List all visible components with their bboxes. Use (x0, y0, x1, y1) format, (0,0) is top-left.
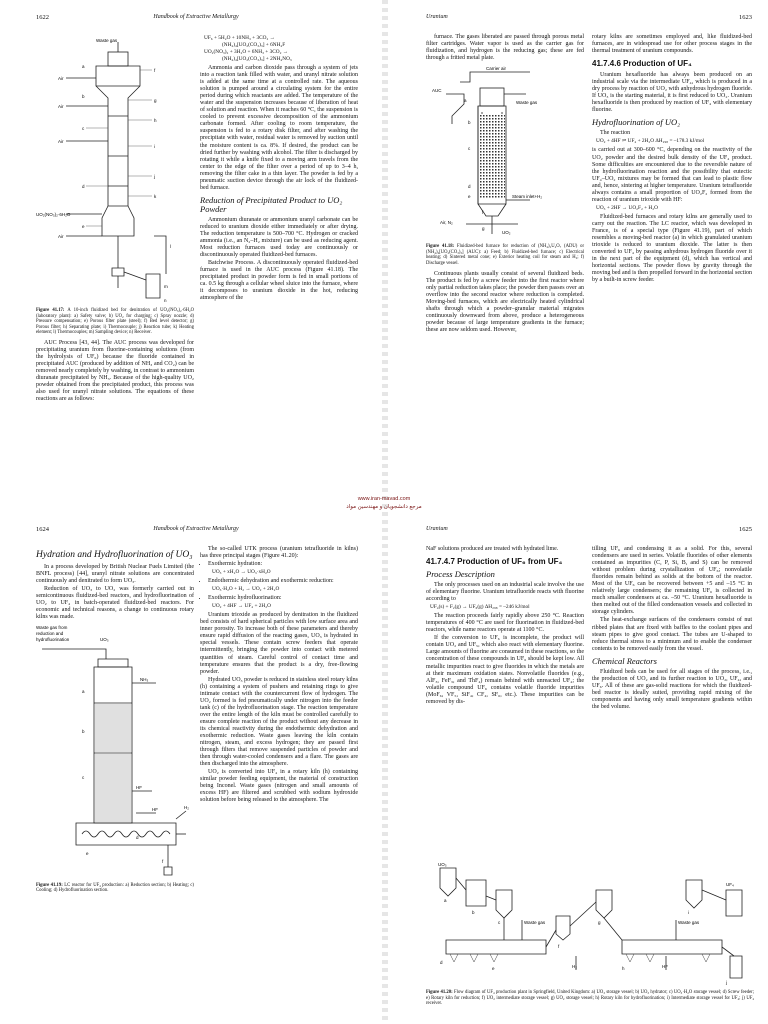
label-air: Air (58, 139, 64, 144)
equation: UO₂ + 4HF → UF₄ + 2H₂O (212, 603, 271, 610)
column-left (36, 546, 194, 898)
equation-line: UF₆ + 5H₂O + 10NH₃ + 3CO₂ → (204, 35, 275, 41)
column-right (200, 34, 358, 303)
paragraph: UO₂ is converted into UF₄ in a rotary kiln (h) containing similar powder feeding equipment, the material of construction being Inconel. Waste gases (nitrogen and small amounts of excess HF) are filtered and scrubbed with sodium hydroxide solution before being released to the atmosphere. The (200, 769, 358, 804)
caption-label: Figure 41.19: (36, 882, 63, 888)
label-uo3: UO₃ (438, 862, 447, 867)
caption-text: Fluidized-bed furnace for reduction of (NH₄)₂U₂O₇ (ADU) or (NH₄)₄[UO₂(CO₃)₃] (AUC): a) Feed; b) Fluidized-bed furnace; c) Electrical heating; d) Sintered metal cone; e) Exterior heating coil for steam and H₂; f) Discharge vessel. (426, 244, 585, 266)
paragraph: Hydrated UO₃ powder is reduced in stainless steel rotary kilns (h) containing a system of pushers and retaining rings to give intimate contact with the countercurrent flow of hydrogen. The UO₂ formed is fed pneumatically under nitrogen into the feeder tank (c) of the hydrofluorination stage. The reaction temperature over the entire length of the kiln must be controlled carefully to ensure complete reaction of the product without any decrease in its chemical reactivity during the endothermic dehydration and exothermic reduction. Waste gases leaving the kiln contain nitrogen, steam, and excess hydrogen; they are passed first through filters that remove suspended particles of powder and then through water-cooled condensers and a flare. The gases are then discharged into the atmosphere. (200, 676, 358, 768)
uf4-plant-flow-diagram (426, 860, 754, 988)
paragraph: The reaction (600, 130, 631, 137)
equation: UO₃ + xH₂O → UO₃·xH₂O (212, 569, 271, 576)
subsection-heading: Hydrofluorination of UO₂ (592, 117, 681, 128)
paragraph: Uranium trioxide as produced by denitration in the fluidized bed consists of hard spherical particles with low surface area and inner porosity. To increase both of these parameters and thereby ensure rapid diffusion of the reacting gases, UO₃ is hydrated in special vessels. These contain screw feeders that operate intermittently, bringing the powder into contact with metered quantities of steam. Careful control of contact time and temperature ensures that the product is a dry, free-flowing powder. (200, 612, 358, 675)
caption-label: Figure 41.20: (426, 990, 453, 995)
label-e: e (82, 224, 85, 229)
section-heading: 41.7.4.7 Production of UF₆ from UF₄ (426, 557, 563, 567)
section-heading: Hydration and Hydrofluorination of UO₃ (36, 550, 193, 560)
label-uranyl-nitrate: UO₂(NO₃)₂·6H₂O (36, 212, 71, 217)
lc-reactor-diagram (36, 623, 194, 881)
equation: UO₃·H₂O + H₂ → UO₂ + 2H₂O (212, 586, 280, 593)
label-g: g (154, 98, 157, 103)
section-heading: 41.7.4.6 Production of UF₄ (592, 59, 692, 69)
label-i: i (688, 910, 689, 915)
caption-label: Figure 41.18: (426, 244, 455, 250)
paragraph: In a process developed by British Nuclear Fuels Limited (the BNFL process) [44], uranyl nitrate solutions are concentrated continuously and denitrated to form UO₃. (36, 563, 194, 584)
running-title: Handbook of Extractive Metallurgy (153, 14, 239, 20)
equation-line: (NH₄)₄[UO₂(CO₃)₃] + 6NH₄F (222, 42, 286, 48)
list-item (208, 595, 358, 610)
paragraph: is carried out at 300–600 °C, depending on the reactivity of the UO₂ powder and the desired bulk density of the UF₄ product. Some difficulties are encountered due to the reversible nature of the hydrofluorination reaction and the possibility that eutectic UF₄–UO₂ mixtures may be formed that can lead to plastic flow and, hence, sintering at higher temperature. Uranium tetrafluoride always contains a small proportion of UO₂F₂ formed from the reaction of uranium trioxide with HF: (592, 147, 752, 203)
label-air: Air (58, 234, 64, 239)
label-l: l (170, 244, 171, 249)
watermark (250, 495, 518, 511)
page-header (36, 14, 356, 24)
label-b: b (82, 94, 85, 99)
label-waste-gas: Waste gas (524, 920, 546, 925)
page-number: 1624 (36, 526, 49, 533)
equation: UF₄(s) + F₂(g) → UF₆(g) ΔH₂₉₈ = –246 kJ/mol (430, 604, 530, 611)
paragraph: NaF solutions produced are treated with hydrated lime. (426, 546, 559, 552)
label-waste-gas-line1: Waste gas from (36, 624, 68, 630)
column-left (426, 546, 584, 707)
label-c: c (82, 774, 85, 780)
paragraph: tilling UF₆ and condensing it as a solid. For this, several condensers are used in series. Volatile fluorides of other elements contained as impurities (C, P, Si, B, and S) can be removed without problem during crystallization of UF₆; nonvolatile fluorides remain behind as solids at the bottom of the reactor. Most of the UF₆ can be recovered between +5 and –15 °C in relatively large condensers; the remaining UF₆ is collected in much smaller condensers at ca. –50 °C. Uranium hexafluoride is then melted out of the filled condensation vessels and collected in storage cylinders. (592, 546, 752, 616)
label-hf: HF (662, 964, 668, 969)
label-d: d (136, 834, 139, 840)
equation: UO₃ + 2HF → UO₂F₂ + H₂O (596, 204, 658, 211)
paragraph: rotary kilns are sometimes employed and, like fluidized-bed furnaces, are in widespread use for other process stages in the thermal treatment of uranium compounds. (592, 34, 752, 55)
label-auc: AUC (432, 88, 442, 94)
label-f: f (482, 210, 484, 216)
figure-caption (36, 308, 194, 336)
figure-41-20-block (426, 858, 754, 1011)
equation (204, 35, 358, 63)
paragraph: Batchwise Process. A discontinuously operated fluidized-bed furnace is used in the AUC process (Figure 41.18). The precipitated product in powder form is fed in small portions of ca. 0.5 kg through a cellular wheel sluice into the furnace, where it decomposes to uranium dioxide in the hot, reducing atmosphere of the (200, 260, 358, 302)
label-h: h (154, 118, 157, 123)
label-j: j (154, 174, 155, 179)
label-d: d (468, 184, 471, 190)
list-item-text: Exothermic hydration: (208, 561, 263, 568)
list-item (208, 578, 358, 593)
paragraph: The reaction proceeds fairly rapidly above 250 °C. Reaction temperatures of 400 °C are used for fluorination in fluidized-bed reactors, while name reactors operate at 1100 °C. (426, 613, 584, 634)
label-m: m (164, 284, 168, 289)
running-title: Uranium (426, 14, 448, 20)
label-e: e (468, 194, 471, 200)
page-number: 1622 (36, 14, 49, 21)
label-b: b (82, 728, 85, 734)
page-1622 (0, 0, 370, 512)
label-h2: H₂ (184, 804, 189, 810)
label-waste-gas-line2: reduction and (36, 630, 64, 636)
label-e: e (86, 850, 89, 856)
paragraph: AUC Process [43, 44]. The AUC process was developed for precipitating uranium from fluorine-containing solutions (from the hydrolysis of UF₆) because the fluoride contained in precipitated AUC (produced by addition of NH₃ and CO₂) can be removed nearly completely by washing, in contrast to ammonium diuranate precipitated by NH₃. Because of the high-quality UO₂ powder obtained from the precipitated product, this process was also used for uranyl nitrate solutions. The equations of these reactions are as follows: (36, 339, 194, 403)
paragraph: Ammonium diuranate or ammonium uranyl carbonate can be reduced to uranium dioxide either immediately or after drying. The reduction temperature is 500–700 °C. Hydrogen or cracked ammonia (i.e., an N₂–H₂ mixture) can be used as reducing agent. Most reduction furnaces used today are continuously or discontinuously operated fluidized-bed furnaces. (200, 216, 358, 259)
label-a: a (82, 64, 85, 69)
paragraph: furnace. The gases liberated are passed through porous metal filter cartridges. Water vapor is used as the carrier gas for fluidization, and hydrogen is the reducing gas; these are fed through a fritted metal plate. (426, 34, 584, 62)
label-h2: H₂ (572, 964, 577, 969)
list-item-text: Exothermic hydrofluorination: (208, 595, 282, 602)
equation-line: (NH₄)₄[UO₂(CO₃)₃] + 2NH₄NO₃ (222, 56, 292, 62)
column-right (200, 546, 358, 806)
page-1625 (396, 512, 766, 1024)
label-a: a (444, 898, 447, 903)
page-1623 (396, 0, 766, 512)
paragraph: The heat-exchange surfaces of the condensers consist of nut ribbed plates that are fixed with baffles to the coolant pipes and steam pipes to give good contact. The tubes are U-shaped to reduce thermal stress to a minimum and to enable the condenser contents to be removed easily from the vessel. (592, 617, 752, 652)
label-uf4: UF₄ (726, 882, 734, 887)
paragraph: If the conversion to UF₆ is incomplete, the product will contain UO₂ and UF₅, which also react with elementary fluorine. Large amounts of fluorine are consumed in these reactions, so the concentration of these compounds in UF₆ should be kept low. All metallic impurities react to give fluorides in which the metals are at their maximum oxidation states. Nonvolatile fluorides (e.g., AlF₃, FeF₃, and ThF₄) remain behind with unreacted UF₄; the volatile compound UF₆ contains volatile fluoride impurities (MoF₆, VF₅, SiF₄, CF₄, SF₆, etc.). These impurities can be removed by dis- (426, 635, 584, 705)
caption-text: A 10-inch fluidized bed for denitration of UO₂(NO₃)₂·6H₂O (laboratory plant): a) Safety valve; b) UO₂ for charging; c) Spray nozzle; d) Pressure compensation; e) Porous filter plate (steel); f) Bed level detector; g) Porous filter; h) Separating plate; i) Thermocouple; j) Reaction tube; k) Heating element; l) Thermocouples; m) Sampling device; n) Receiver. (36, 308, 194, 336)
label-c: c (498, 920, 501, 925)
page-number: 1625 (739, 526, 752, 533)
page-number: 1623 (739, 14, 752, 21)
column-right (592, 546, 752, 712)
label-h: h (622, 966, 625, 971)
label-a: a (464, 98, 467, 104)
label-uo3: UO₃ (100, 636, 109, 642)
label-f: f (162, 858, 164, 864)
running-title: Handbook of Extractive Metallurgy (153, 526, 239, 532)
figure-caption (426, 244, 584, 266)
label-b: b (472, 910, 475, 915)
label-waste-gas: Waste gas (516, 100, 538, 106)
column-right (592, 34, 752, 285)
label-i: i (154, 144, 155, 149)
fluidized-bed-furnace-diagram (426, 64, 584, 242)
label-d: d (82, 184, 85, 189)
label-b: b (468, 120, 471, 126)
figure-41-19 (36, 623, 194, 881)
subsection-heading: Process Description (426, 569, 495, 580)
paragraph: Uranium hexafluoride has always been produced on an industrial scale via the intermediate UF₄, which is produced in a dry process by reaction of UO₂ with anhydrous hydrogen fluoride. If UO₃ is the starting material, it is first reduced to UO₂. Uranium hexafluoride is then produced by reaction of UF₄ with elementary fluorine. (592, 72, 752, 114)
page-header (36, 526, 356, 536)
equation-line: UO₂(NO₃)₂ + 3H₂O + 6NH₃ + 3CO₂ → (204, 49, 289, 55)
label-c: c (468, 146, 471, 152)
label-air-n2: Air, N₂ (440, 220, 453, 226)
label-d: d (440, 960, 443, 965)
label-waste-gas-line3: hydrofluorination (36, 636, 70, 642)
list-item-text: Endothermic dehydration and exothermic reduction: (208, 578, 334, 585)
book-spine-gutter (382, 0, 388, 1024)
label-air: Air (58, 76, 64, 81)
label-hf: HF (152, 806, 158, 812)
label-carrier-air: Carrier air (486, 66, 507, 72)
equation: UO₂ + 4HF ⇌ UF₄ + 2H₂O ΔH₂₉₈ = –178.3 kJ/mol (596, 138, 705, 145)
figure-41-20 (426, 860, 754, 988)
label-c: c (82, 126, 85, 131)
page-header (426, 14, 752, 24)
label-waste-gas: Waste gas (678, 920, 700, 925)
watermark-url: www.iran-mavad.com (357, 496, 411, 502)
label-hf: HF (136, 784, 142, 790)
paragraph: The only processes used on an industrial scale involve the use of elementary fluorine. Uranium tetrafluoride reacts with fluorine according to (426, 582, 584, 603)
paragraph: Continuous plants usually consist of several fluidized beds. The product is fed by a screw feeder into the first reactor where only partial reduction takes place; the powder then passes over an overflow into the second reactor where reduction is completed. Moving-bed furnaces, which are electrically heated cylindrical shafts through which a powder–granular material migrates continuously downward from above, produce a heterogeneous powder because of large temperature gradients in the furnace; these are now seldom used. However, (426, 270, 584, 333)
figure-41-18 (426, 64, 584, 242)
paragraph: Ammonia and carbon dioxide pass through a system of jets into a reaction tank filled with water, and uranyl nitrate solution is added at the same time at a controlled rate. The aqueous solution is pumped around a circulating system for the entire period during which reactants are added. The temperature of the water and the suspension increases because of liberation of heat of solution and reaction. When it reaches 60 °C, the suspension is cooled to prevent excessive decomposition of the ammonium carbonate formed. After cooling to room temperature, the suspension is fed to a rotary disk filter, and after washing the precipitate with water, residual water is removed by suction until the moisture content is ca. 8%. If desired, the product can be dried further by washing with alcohol. The filter is discharged by rotating it while a knife fixed to a moving arm travels from the center to the edge of the filter over a period of up to 3–4 h, removing the filter cake in a thin layer. The powder is fed by a pneumatic suction device through the air lock of the fluidized-bed furnace. (200, 65, 358, 191)
label-n: n (164, 298, 167, 303)
page-header (426, 526, 752, 536)
column-left (36, 34, 194, 404)
page-1624 (0, 512, 370, 1024)
label-steam-inlet: Steam inlet+H₂ (512, 194, 543, 200)
fluidized-bed-diagram (36, 36, 194, 306)
caption-label: Figure 41.17: (36, 308, 65, 313)
paragraph: Fluidized-bed furnaces and rotary kilns are generally used to carry out the reaction. The LC reactor, which was developed in France, is of a special type (Figure 41.19), part of which resembles a moving-bed reactor (a) in which granulated uranium trioxide is reduced to uranium dioxide. The latter is then converted to UF₄ by passing anhydrous hydrogen fluoride over it in the next part of the equipment (d), which has vertical and horizontal sections. The powder flows by gravity through the moving bed and is then propelled forward in the horizontal section by a built-in screw feeder. (592, 213, 752, 284)
label-nh3: NH₃ (140, 676, 149, 682)
running-title: Uranium (426, 526, 448, 532)
figure-41-17 (36, 36, 194, 306)
label-g: g (598, 920, 601, 925)
label-f: f (154, 68, 156, 73)
list-item (208, 561, 358, 576)
figure-caption (426, 990, 754, 1007)
watermark-text: مرجع دانشجويان و مهندسين مواد (346, 504, 422, 510)
label-f: f (558, 944, 560, 949)
label-a: a (82, 688, 85, 694)
process-stage-list (200, 561, 358, 610)
paragraph: Reduction of UO₃ to UO₂ was formerly carried out in semicontinuous fluidized-bed reactors, and hydrofluorination of UO₂ to UF₄ in batch-operated fluidized-bed reactors. For economic and technical reasons, a change to continuous rotary kilns was made. (36, 585, 194, 620)
paragraph: Fluidized beds can be used for all stages of the process, i.e., the production of UO₂ and its further reaction to UO₂, UF₄, and UF₆. All of these are gas-solid reactions for which the fluidized-bed reactor is ideally suited, providing rapid mixing of the components and having only small temperature gradients within the bed volume. (592, 668, 752, 710)
label-e: e (492, 966, 495, 971)
label-uo2: UO₂ (502, 230, 511, 236)
label-k: k (154, 194, 157, 199)
column-left (426, 34, 584, 335)
paragraph: The so-called UTK process (uranium tetrafluoride in kilns) has three principal stages (Figure 41.20): (200, 546, 358, 560)
figure-caption (36, 883, 194, 894)
label-air: Air (58, 104, 64, 109)
label-g: g (482, 226, 485, 232)
section-heading: Reduction of Precipitated Product to UO₂ Powder (200, 194, 343, 214)
caption-text: Flow diagram of UF₄ production plant in Springfield, United Kingdom: a) UO₃ storage vessel; b) UO₃ hydrator; c) UO₃·H₂O storage vessel; d) Screw feeder; e) Rotary kiln for reduction; f) UO₂ intermediate storage vessel; g) UO₂ storage vessel; h) Rotary kiln for hydrofluorination; i) Intermediate storage vessel for UF₄; j) UF₄ receiver. (426, 990, 755, 1007)
subsection-heading: Chemical Reactors (592, 655, 657, 666)
caption-text: LC reactor for UF₄ production: a) Reduction section; b) Heating; c) Cooling; d) Hydrofluorination section. (36, 882, 194, 894)
label-j: j (726, 980, 727, 985)
label-waste-gas: Waste gas (96, 38, 118, 43)
